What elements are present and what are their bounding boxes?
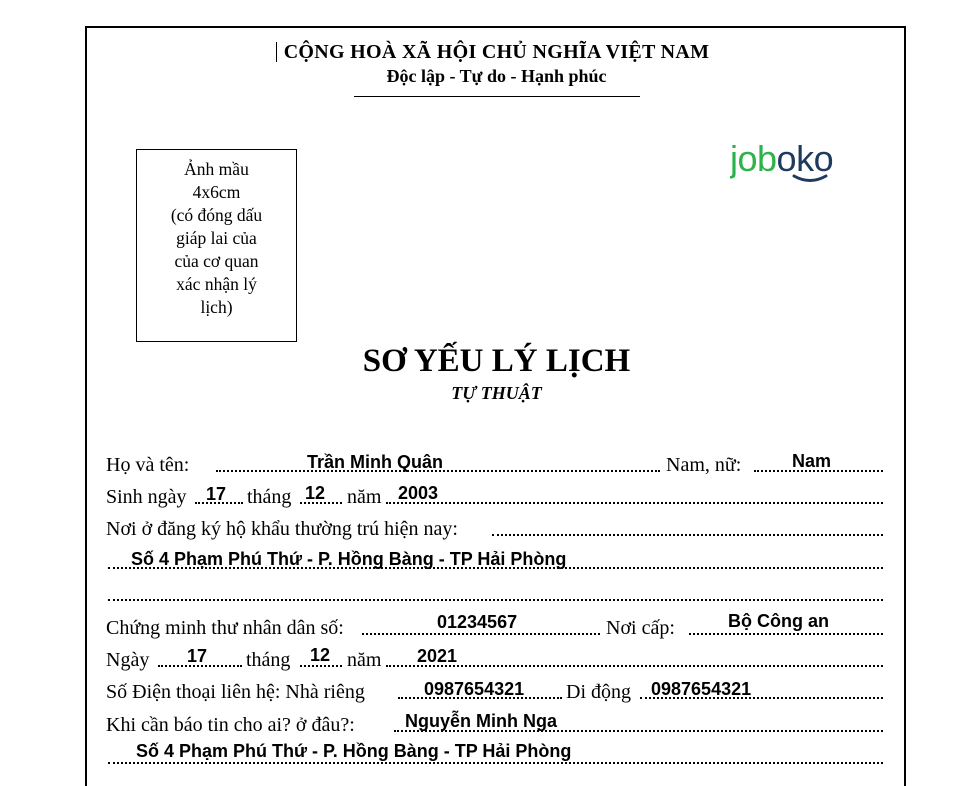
birth-month-label: tháng [247,486,292,508]
issue-day-value[interactable]: 17 [187,646,208,666]
gender-value[interactable]: Nam [792,451,832,471]
residence-label: Nơi ở đăng ký hộ khẩu thường trú hiện nay: [106,518,458,540]
photo-box-line: 4x6cm [192,182,241,202]
mobile-label: Di động [566,681,631,703]
issue-month-value[interactable]: 12 [310,645,331,665]
photo-placeholder-box [136,149,297,342]
issue-date-label: Ngày [106,649,150,671]
phone-home-value[interactable]: 0987654321 [424,679,525,699]
birth-year-dotted-line [386,502,883,504]
id-value[interactable]: 01234567 [437,612,518,632]
birth-year-value[interactable]: 2003 [398,483,439,503]
id-label: Chứng minh thư nhân dân số: [106,617,344,639]
motto-underline [354,96,640,97]
photo-box-line: của cơ quan [174,251,259,271]
issue-year-value[interactable]: 2021 [417,646,458,666]
gender-label: Nam, nữ: [666,454,742,476]
birth-year-label: năm [347,486,382,508]
phone-label: Số Điện thoại liên hệ: Nhà riêng [106,681,365,703]
document-subtitle: TỰ THUẬT [451,383,542,403]
photo-box-line: giáp lai của [176,228,257,248]
contact-name-value[interactable]: Nguyễn Minh Nga [405,711,557,731]
motto: Độc lập - Tự do - Hạnh phúc [386,66,607,86]
residence-dotted-line-3 [108,599,883,601]
birth-label: Sinh ngày [106,486,187,508]
residence-value[interactable]: Số 4 Phạm Phú Thứ - P. Hồng Bàng - TP Hải Phòng [131,549,567,569]
contact-address-dotted-line [108,762,883,764]
issue-year-label: năm [347,649,382,671]
residence-dotted-line [492,534,883,536]
document-title: SƠ YẾU LÝ LỊCH [362,343,631,379]
national-title: CỘNG HOÀ XÃ HỘI CHỦ NGHĨA VIỆT NAM [283,41,710,63]
birth-month-value[interactable]: 12 [305,483,326,503]
issue-month-label: tháng [246,649,291,671]
issued-by-label: Nơi cấp: [606,617,675,639]
name-value[interactable]: Trần Minh Quân [307,452,444,472]
contact-label: Khi cần báo tin cho ai? ở đâu?: [106,714,355,736]
photo-box-line: lịch) [200,297,233,317]
photo-box-line: Ảnh mầu [184,159,249,179]
svg-text:joboko: joboko [730,138,834,179]
issue-year-dotted-line [386,665,883,667]
id-dotted-line [362,633,600,635]
birth-day-value[interactable]: 17 [206,484,227,504]
issued-by-dotted-line [689,633,883,635]
photo-box-line: xác nhận lý [176,274,257,294]
joboko-logo [730,138,854,186]
issued-by-value[interactable]: Bộ Công an [728,611,829,631]
name-label: Họ và tên: [106,454,190,476]
contact-address-value[interactable]: Số 4 Phạm Phú Thứ - P. Hồng Bàng - TP Hải Phòng [136,741,572,761]
phone-mobile-value[interactable]: 0987654321 [651,679,752,699]
photo-box-line: (có đóng dấu [170,205,263,225]
